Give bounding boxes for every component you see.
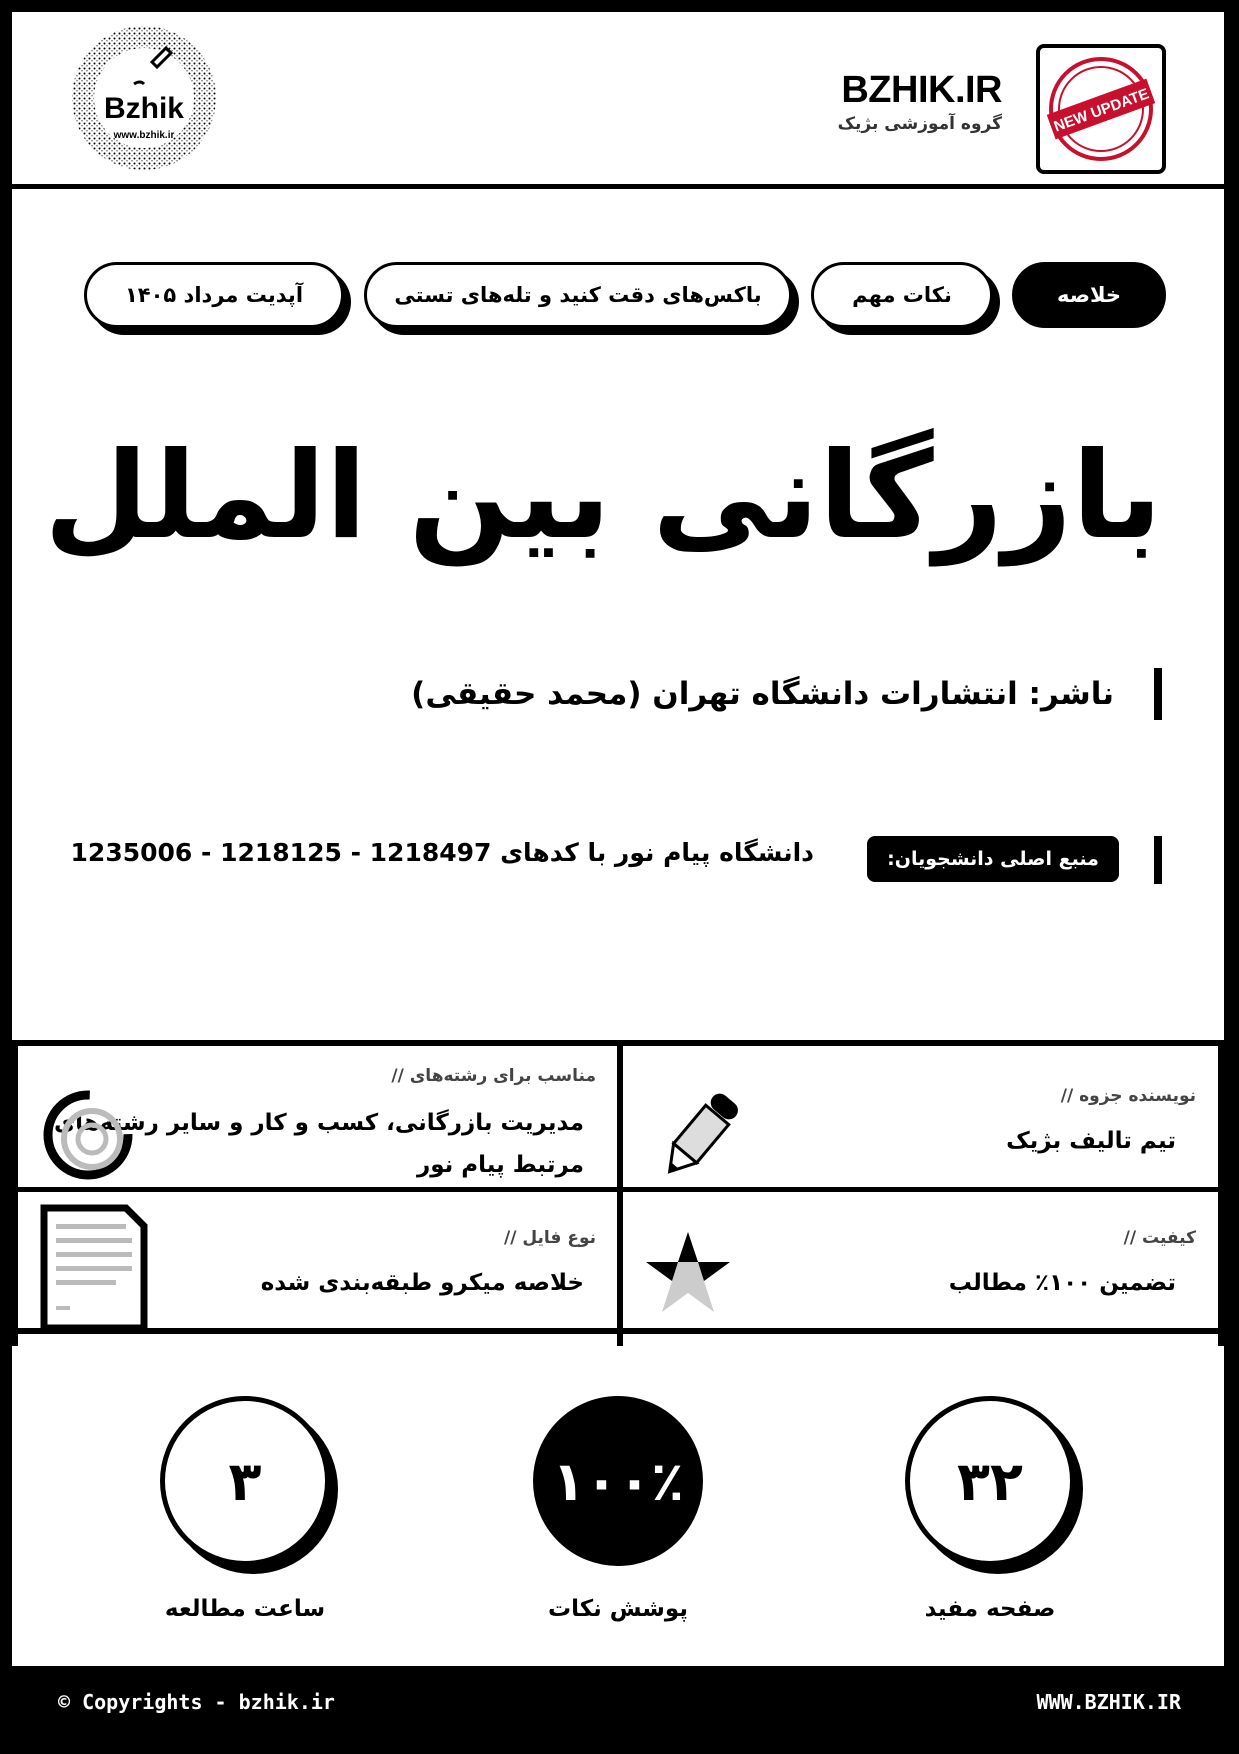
fields-label: مناسب برای رشته‌های // <box>391 1066 596 1086</box>
document-page <box>12 12 1224 1666</box>
publisher-text: ناشر: انتشارات دانشگاه تهران (محمد حقیقی) <box>411 676 1114 712</box>
tab-test-traps[interactable]: باکس‌های دقت کنید و تله‌های تستی <box>364 262 792 328</box>
stat-circle-pages: ۳۲ <box>905 1396 1075 1566</box>
stat-label-coverage: پوشش نکات <box>548 1596 688 1622</box>
brand-block <box>838 70 1002 134</box>
stat-label-pages: صفحه مفید <box>924 1596 1056 1622</box>
quality-label: کیفیت // <box>1123 1228 1196 1248</box>
stamp-icon <box>1040 48 1162 170</box>
stat-circle-hours: ۳ <box>160 1396 330 1566</box>
footer-copyright: © Copyrights - bzhik.ir <box>58 1690 335 1714</box>
info-left-border <box>12 1046 18 1346</box>
fields-value-line2: مرتبط پیام نور <box>416 1152 584 1178</box>
source-text: دانشگاه پیام نور با کدهای 1218497 - 1218125 - 1235006 <box>70 838 814 867</box>
brand-subtitle: گروه آموزشی بژیک <box>837 114 1002 134</box>
publisher-accent-bar <box>1154 668 1162 720</box>
filetype-value: خلاصه میکرو طبقه‌بندی شده <box>260 1270 584 1296</box>
bzhik-logo <box>68 22 220 174</box>
document-icon <box>40 1204 148 1332</box>
star-icon <box>644 1230 732 1314</box>
author-label: نویسنده جزوه // <box>1060 1086 1196 1106</box>
fields-value-line1: مدیریت بازرگانی، کسب و کار و سایر رشته‌های <box>54 1110 584 1136</box>
brand-name: BZHIK.IR <box>841 69 1002 111</box>
source-accent-bar <box>1154 836 1162 884</box>
target-icon <box>40 1087 136 1183</box>
info-right-border <box>1218 1046 1224 1346</box>
footer-website-link[interactable]: WWW.BZHIK.IR <box>1036 1690 1181 1714</box>
svg-text:NEW UPDATE: NEW UPDATE <box>1051 85 1152 136</box>
info-bottom-divider <box>12 1328 1224 1334</box>
stat-circle-coverage: ۱۰۰٪ <box>533 1396 703 1566</box>
info-center-divider <box>617 1046 623 1346</box>
new-update-badge <box>1036 44 1166 174</box>
stat-label-hours: ساعت مطالعه <box>164 1596 326 1622</box>
tab-summary[interactable]: خلاصه <box>1012 262 1166 328</box>
quality-value: تضمین ۱۰۰٪ مطالب <box>948 1270 1176 1296</box>
tab-key-points[interactable]: نکات مهم <box>811 262 993 328</box>
logo-url: www.bzhik.ir <box>113 130 175 141</box>
header-divider <box>12 184 1224 189</box>
filetype-label: نوع فایل // <box>504 1228 596 1248</box>
logo-text: Bzhik <box>103 92 184 125</box>
pencil-icon <box>650 1087 750 1187</box>
author-value: تیم تالیف بژیک <box>1006 1128 1176 1154</box>
source-chip: منبع اصلی دانشجویان: <box>867 836 1119 882</box>
tab-update[interactable]: آپدیت مرداد ۱۴۰۵ <box>84 262 344 328</box>
page-title: بازرگانی بین الملل <box>44 427 1162 566</box>
info-mid-divider <box>12 1187 1224 1192</box>
